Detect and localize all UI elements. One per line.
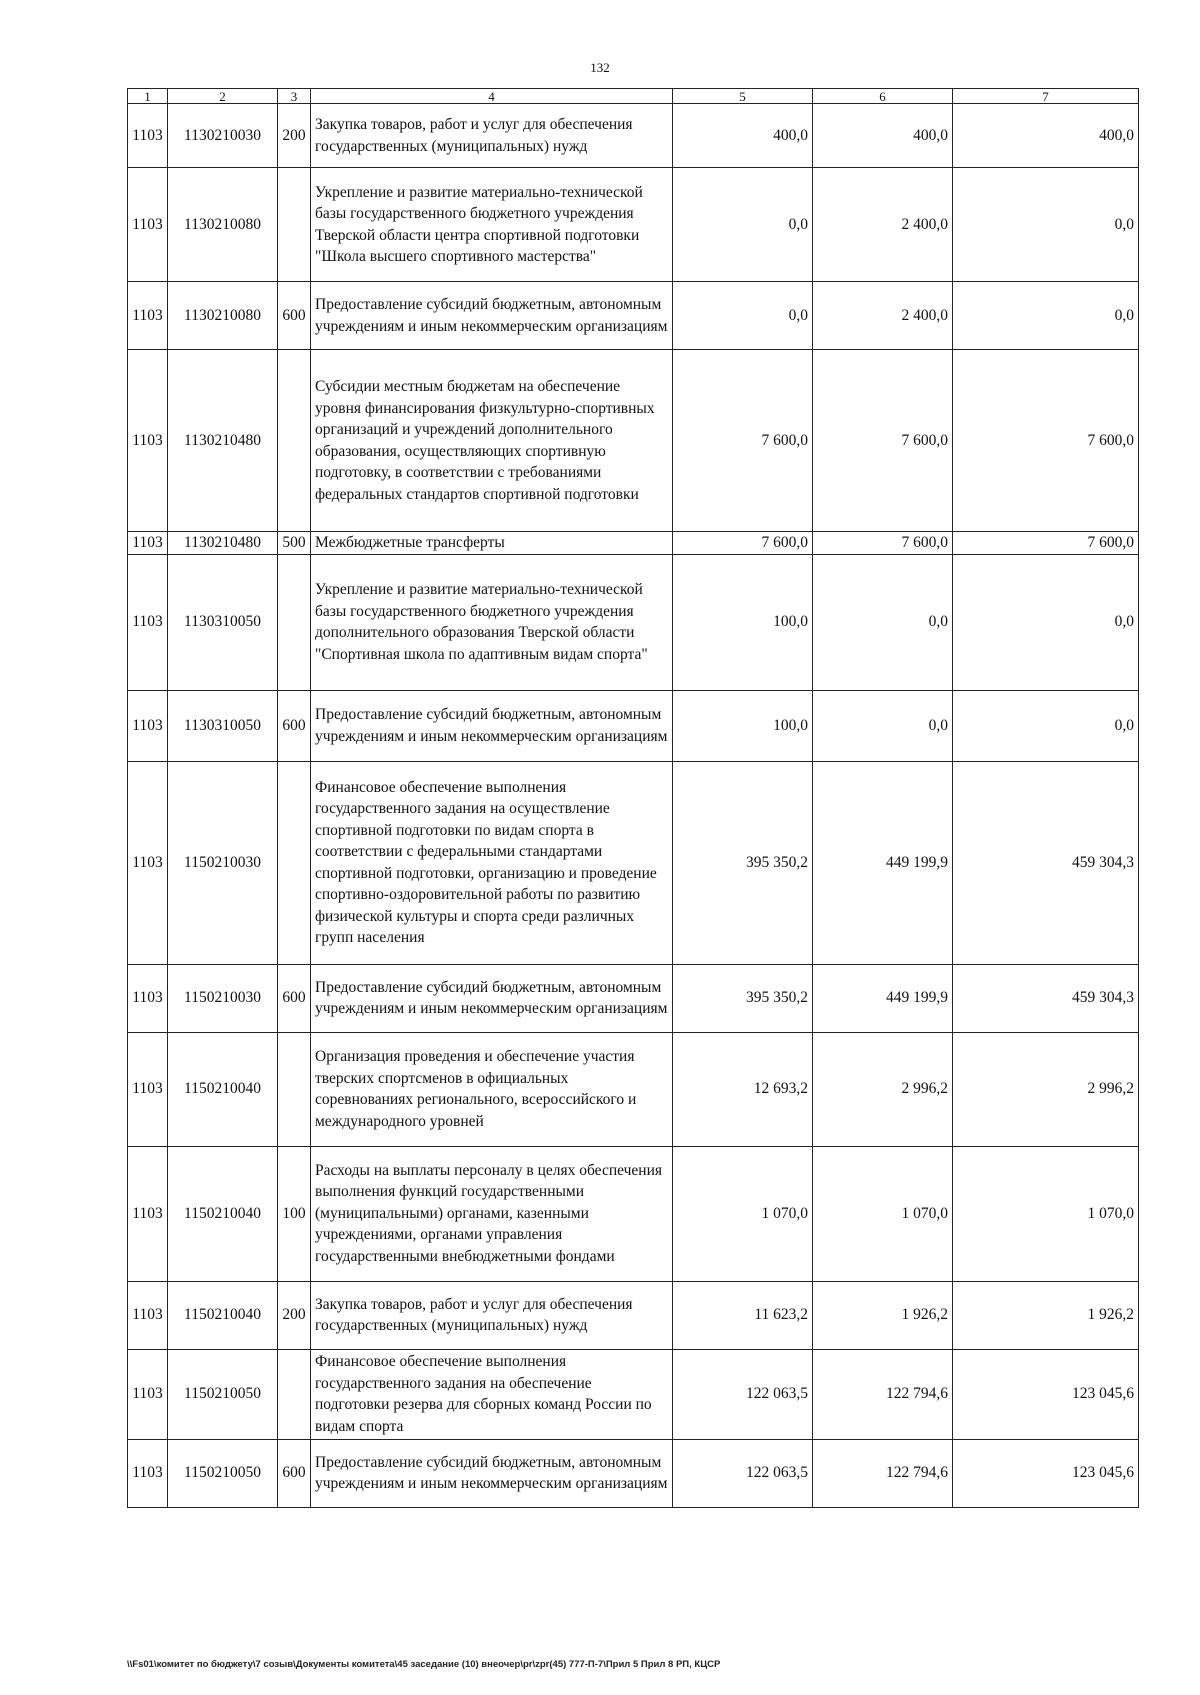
section-code: 1103 xyxy=(128,964,168,1032)
amount-col-5: 7 600,0 xyxy=(673,350,813,532)
target-code: 1130210030 xyxy=(168,104,278,168)
amount-col-5: 122 063,5 xyxy=(673,1439,813,1507)
amount-col-6: 2 400,0 xyxy=(813,282,953,350)
section-code: 1103 xyxy=(128,1146,168,1281)
section-code: 1103 xyxy=(128,532,168,555)
table-header xyxy=(128,89,1139,104)
target-code: 1150210030 xyxy=(168,964,278,1032)
item-name: Предоставление субсидий бюджетным, автономным учреждениям и иным некоммерческим организациям xyxy=(311,964,673,1032)
target-code: 1150210040 xyxy=(168,1032,278,1146)
table-row xyxy=(128,964,1139,1032)
header-row xyxy=(128,89,1139,104)
target-code: 1130210480 xyxy=(168,532,278,555)
amount-col-6: 0,0 xyxy=(813,554,953,690)
section-code: 1103 xyxy=(128,554,168,690)
amount-col-7: 0,0 xyxy=(953,282,1139,350)
amount-col-7: 2 996,2 xyxy=(953,1032,1139,1146)
amount-col-7: 123 045,6 xyxy=(953,1349,1139,1439)
expense-type: 100 xyxy=(278,1146,311,1281)
amount-col-5: 122 063,5 xyxy=(673,1349,813,1439)
amount-col-7: 1 070,0 xyxy=(953,1146,1139,1281)
target-code: 1150210040 xyxy=(168,1281,278,1349)
section-code: 1103 xyxy=(128,761,168,964)
item-name: Предоставление субсидий бюджетным, автономным учреждениям и иным некоммерческим организациям xyxy=(311,690,673,761)
amount-col-5: 395 350,2 xyxy=(673,964,813,1032)
target-code: 1130210080 xyxy=(168,282,278,350)
item-name: Субсидии местным бюджетам на обеспечение уровня финансирования физкультурно-спортивных организаций и учреждений дополнительного образования, осуществляющих спортивную подготовку, в соответствии с требованиями федеральных стандартов спортивной подготовки xyxy=(311,350,673,532)
page-number: 132 xyxy=(590,60,610,75)
section-code: 1103 xyxy=(128,350,168,532)
table-row xyxy=(128,532,1139,555)
amount-col-5: 100,0 xyxy=(673,554,813,690)
amount-col-6: 1 070,0 xyxy=(813,1146,953,1281)
item-name: Финансовое обеспечение выполнения государственного задания на осуществление спортивной подготовки по видам спорта в соответствии с федеральными стандартами спортивной подготовки, организацию и проведение спортивно-оздоровительной работы по развитию физической культуры и спорта среди различных групп населения xyxy=(311,761,673,964)
expense-type xyxy=(278,1032,311,1146)
target-code: 1150210030 xyxy=(168,761,278,964)
table-row xyxy=(128,282,1139,350)
header-col-2: 2 xyxy=(168,89,278,104)
amount-col-5: 7 600,0 xyxy=(673,532,813,555)
amount-col-7: 459 304,3 xyxy=(953,761,1139,964)
expense-type: 200 xyxy=(278,104,311,168)
item-name: Межбюджетные трансферты xyxy=(311,532,673,555)
table-row xyxy=(128,1146,1139,1281)
amount-col-5: 395 350,2 xyxy=(673,761,813,964)
amount-col-5: 100,0 xyxy=(673,690,813,761)
target-code: 1130310050 xyxy=(168,554,278,690)
table-row xyxy=(128,761,1139,964)
amount-col-6: 449 199,9 xyxy=(813,964,953,1032)
expense-type xyxy=(278,554,311,690)
amount-col-5: 11 623,2 xyxy=(673,1281,813,1349)
amount-col-5: 400,0 xyxy=(673,104,813,168)
amount-col-6: 7 600,0 xyxy=(813,350,953,532)
amount-col-7: 1 926,2 xyxy=(953,1281,1139,1349)
section-code: 1103 xyxy=(128,1281,168,1349)
amount-col-6: 1 926,2 xyxy=(813,1281,953,1349)
section-code: 1103 xyxy=(128,1349,168,1439)
item-name: Укрепление и развитие материально-технической базы государственного бюджетного учреждения Тверской области центра спортивной подготовки "Школа высшего спортивного мастерства" xyxy=(311,168,673,282)
item-name: Расходы на выплаты персоналу в целях обеспечения выполнения функций государственными (муниципальными) органами, казенными учреждениями, органами управления государственными внебюджетными фондами xyxy=(311,1146,673,1281)
target-code: 1150210050 xyxy=(168,1349,278,1439)
item-name: Предоставление субсидий бюджетным, автономным учреждениям и иным некоммерческим организациям xyxy=(311,282,673,350)
table-row xyxy=(128,1349,1139,1439)
target-code: 1130210480 xyxy=(168,350,278,532)
section-code: 1103 xyxy=(128,1032,168,1146)
target-code: 1150210040 xyxy=(168,1146,278,1281)
item-name: Организация проведения и обеспечение участия тверских спортсменов в официальных соревнованиях регионального, всероссийского и международного уровней xyxy=(311,1032,673,1146)
section-code: 1103 xyxy=(128,104,168,168)
amount-col-7: 400,0 xyxy=(953,104,1139,168)
table-row xyxy=(128,350,1139,532)
table-row xyxy=(128,690,1139,761)
amount-col-5: 12 693,2 xyxy=(673,1032,813,1146)
amount-col-6: 400,0 xyxy=(813,104,953,168)
item-name: Финансовое обеспечение выполнения государственного задания на обеспечение подготовки резерва для сборных команд России по видам спорта xyxy=(311,1349,673,1439)
expense-type xyxy=(278,761,311,964)
amount-col-5: 1 070,0 xyxy=(673,1146,813,1281)
amount-col-7: 7 600,0 xyxy=(953,350,1139,532)
table-row xyxy=(128,104,1139,168)
amount-col-7: 0,0 xyxy=(953,690,1139,761)
table-row xyxy=(128,1439,1139,1507)
item-name: Закупка товаров, работ и услуг для обеспечения государственных (муниципальных) нужд xyxy=(311,104,673,168)
header-col-1: 1 xyxy=(128,89,168,104)
amount-col-6: 2 996,2 xyxy=(813,1032,953,1146)
file-path-footer: \\Fs01\комитет по бюджету\7 созыв\Документы комитета\45 заседание (10) внеочер\pr\zpr(45) 777-П-7\Прил 5 Прил 8 РП, КЦСР xyxy=(127,1659,721,1670)
amount-col-7: 7 600,0 xyxy=(953,532,1139,555)
section-code: 1103 xyxy=(128,1439,168,1507)
table-row xyxy=(128,554,1139,690)
section-code: 1103 xyxy=(128,168,168,282)
target-code: 1150210050 xyxy=(168,1439,278,1507)
amount-col-7: 123 045,6 xyxy=(953,1439,1139,1507)
expense-type xyxy=(278,350,311,532)
target-code: 1130310050 xyxy=(168,690,278,761)
expense-type: 200 xyxy=(278,1281,311,1349)
amount-col-6: 449 199,9 xyxy=(813,761,953,964)
amount-col-5: 0,0 xyxy=(673,282,813,350)
table-body xyxy=(128,104,1139,1508)
header-col-6: 6 xyxy=(813,89,953,104)
amount-col-6: 122 794,6 xyxy=(813,1439,953,1507)
table-row xyxy=(128,168,1139,282)
amount-col-6: 7 600,0 xyxy=(813,532,953,555)
amount-col-6: 2 400,0 xyxy=(813,168,953,282)
amount-col-5: 0,0 xyxy=(673,168,813,282)
item-name: Закупка товаров, работ и услуг для обеспечения государственных (муниципальных) нужд xyxy=(311,1281,673,1349)
amount-col-7: 0,0 xyxy=(953,554,1139,690)
amount-col-7: 459 304,3 xyxy=(953,964,1139,1032)
item-name: Укрепление и развитие материально-технической базы государственного бюджетного учреждения дополнительного образования Тверской области "Спортивная школа по адаптивным видам спорта" xyxy=(311,554,673,690)
expense-type: 500 xyxy=(278,532,311,555)
amount-col-6: 122 794,6 xyxy=(813,1349,953,1439)
header-col-4: 4 xyxy=(311,89,673,104)
amount-col-7: 0,0 xyxy=(953,168,1139,282)
expense-type: 600 xyxy=(278,282,311,350)
item-name: Предоставление субсидий бюджетным, автономным учреждениям и иным некоммерческим организациям xyxy=(311,1439,673,1507)
section-code: 1103 xyxy=(128,282,168,350)
table-row xyxy=(128,1032,1139,1146)
amount-col-6: 0,0 xyxy=(813,690,953,761)
header-col-5: 5 xyxy=(673,89,813,104)
expense-type: 600 xyxy=(278,964,311,1032)
expense-type: 600 xyxy=(278,1439,311,1507)
expense-type xyxy=(278,1349,311,1439)
table-row xyxy=(128,1281,1139,1349)
header-col-7: 7 xyxy=(953,89,1139,104)
header-col-3: 3 xyxy=(278,89,311,104)
expense-type xyxy=(278,168,311,282)
section-code: 1103 xyxy=(128,690,168,761)
target-code: 1130210080 xyxy=(168,168,278,282)
expense-type: 600 xyxy=(278,690,311,761)
budget-table xyxy=(127,88,1139,1508)
